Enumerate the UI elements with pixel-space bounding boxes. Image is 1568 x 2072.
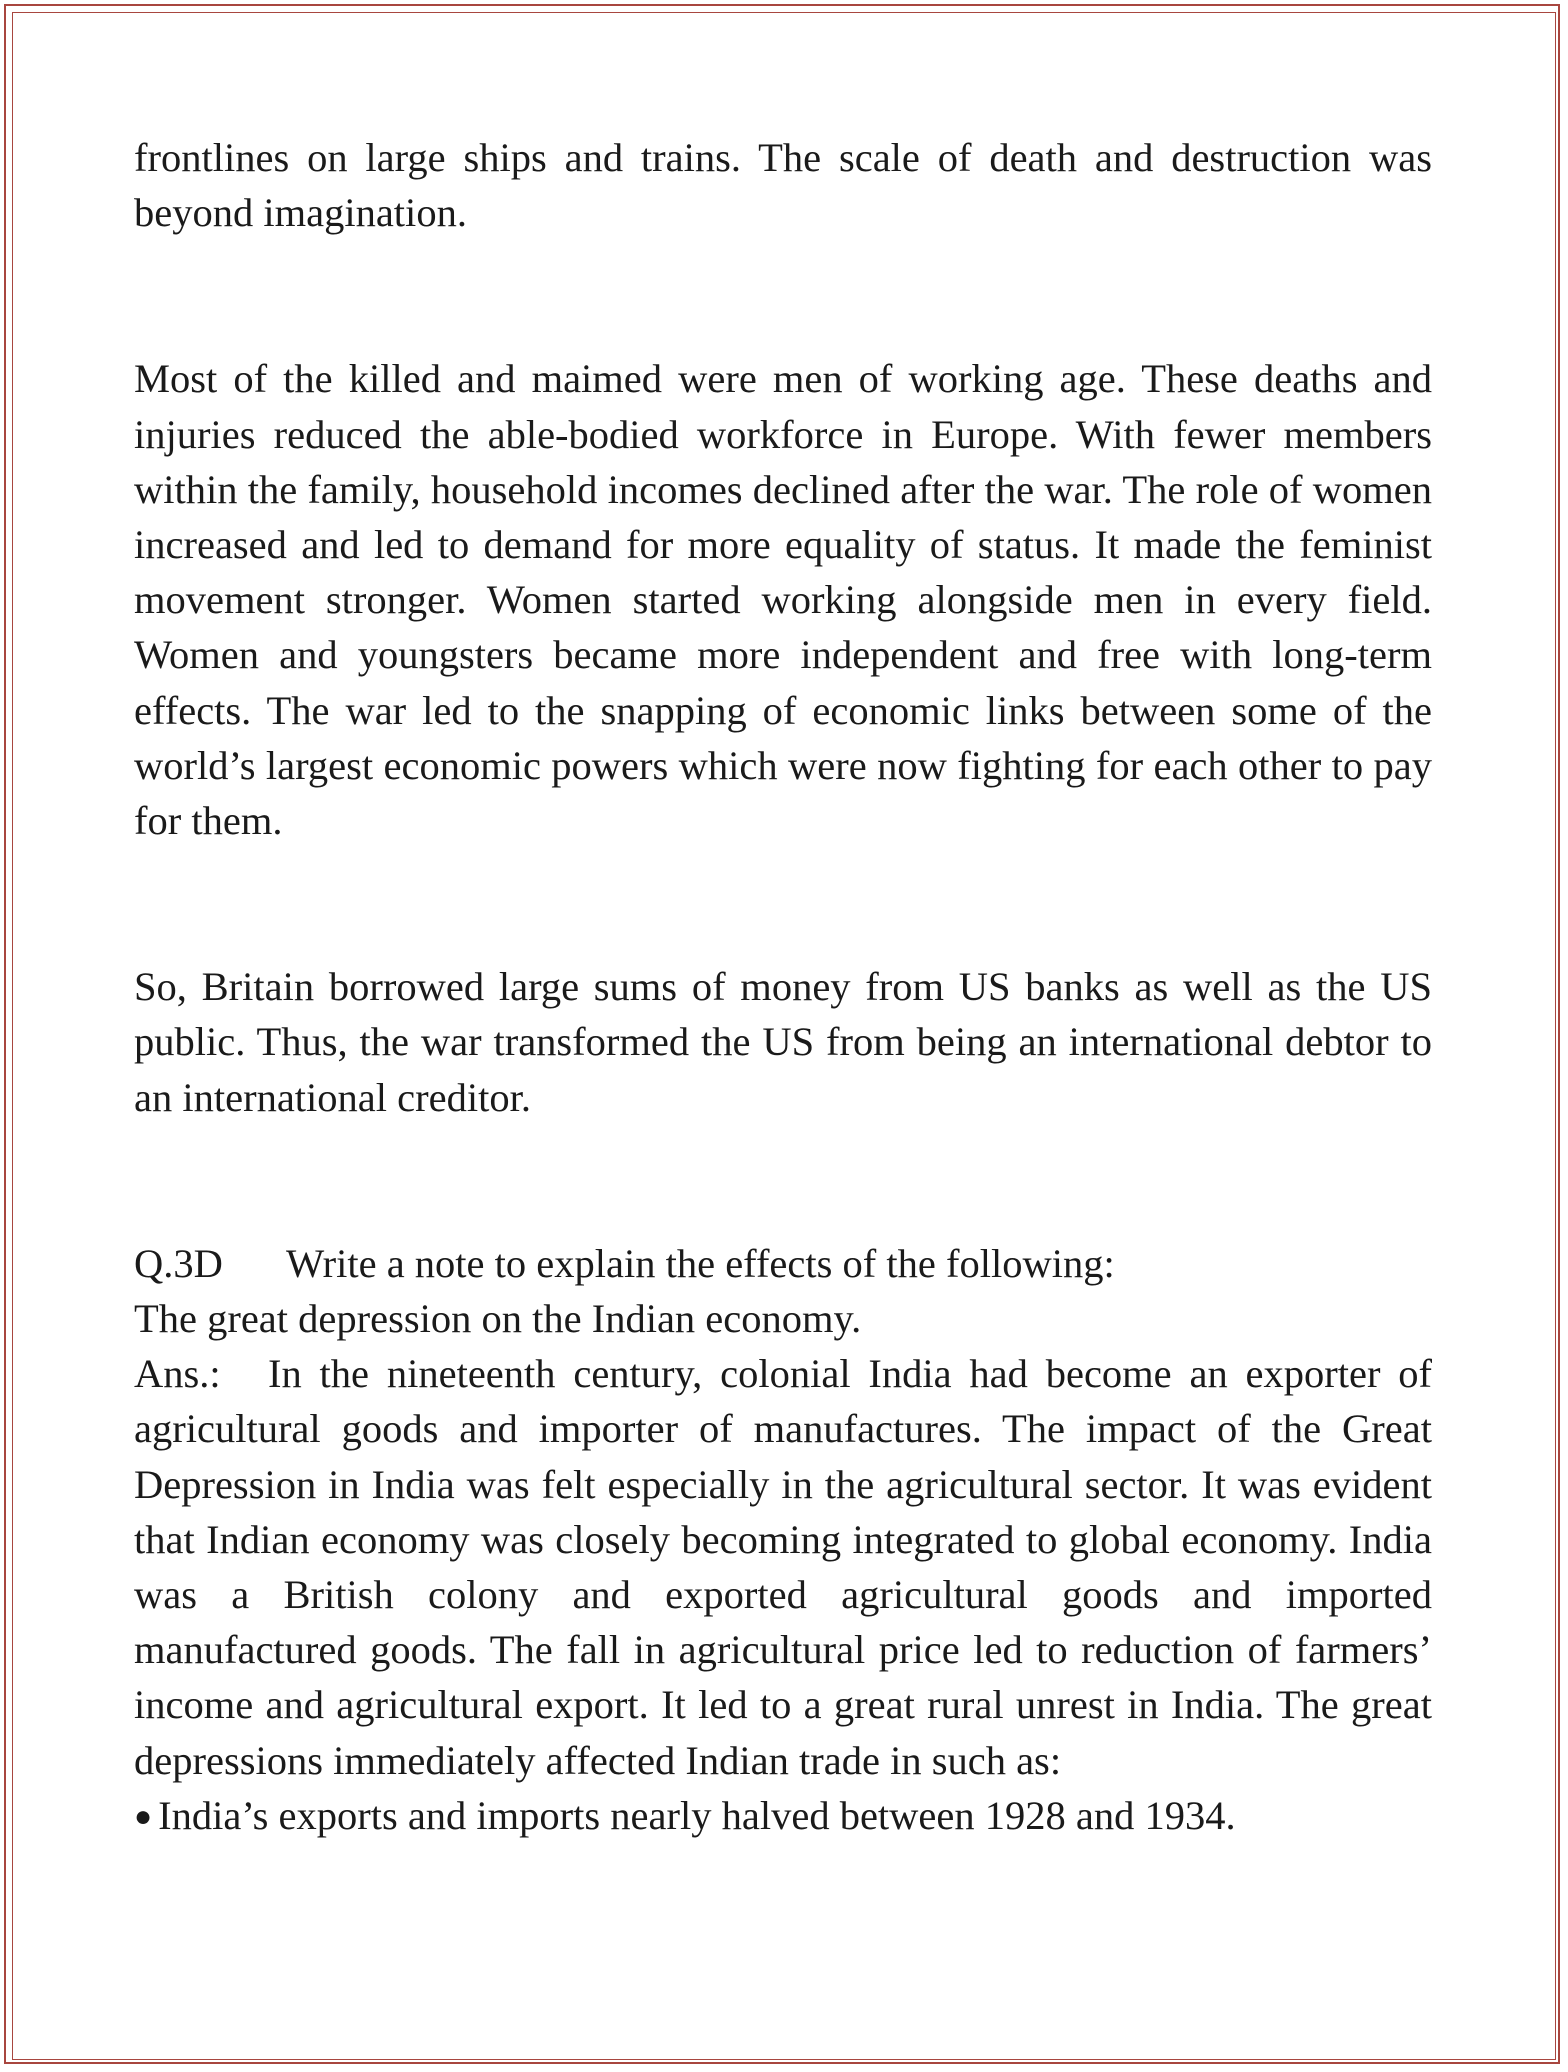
page-content — [134, 130, 1432, 1844]
question-line — [134, 1236, 1432, 1291]
bullet-dot-icon: ● — [134, 1799, 153, 1833]
answer-label: Ans.: — [134, 1351, 221, 1397]
answer-text: In the nineteenth century, colonial India had become an exporter of agricultural goods and importer of manufactures. The impact of the Great Depression in India was felt especially in the agricultural sector. It was evident that Indian economy was closely becoming integrated to global economy. India was a British colony and exported agricultural goods and imported manufactured goods. The fall in agricultural price led to reduction of farmers’ income and agricultural export. It led to a great rural unrest in India. The great depressions immediately affected Indian trade in such as: — [134, 1351, 1432, 1783]
question-label: Q.3D — [134, 1240, 223, 1286]
bullet-item — [134, 1788, 1432, 1844]
paragraph-workforce-effects: Most of the killed and maimed were men of working age. These deaths and injuries reduced the able-bodied workforce in Europe. With fewer members within the family, household incomes declined after the war. The role of women increased and led to demand for more equality of status. It made the feminist movement stronger. Women started working alongside men in every field. Women and youngsters became more independent and free with long-term effects. The war led to the snapping of economic links between some of the world’s largest economic powers which were now fighting for each other to pay for them. — [134, 356, 1432, 844]
bullet-text: India’s exports and imports nearly halved between 1928 and 1934. — [158, 1792, 1236, 1838]
paragraph-war-frontlines: frontlines on large ships and trains. The scale of death and destruction was beyond imagination. — [134, 135, 1432, 236]
question-block — [134, 1236, 1432, 1844]
paragraph-britain-borrowing: So, Britain borrowed large sums of money from US banks as well as the US public. Thus, the war transformed the US from being an international debtor to an international creditor. — [134, 964, 1432, 1120]
question-prompt: Write a note to explain the effects of the following: — [286, 1240, 1115, 1286]
question-subject: The great depression on the Indian economy. — [134, 1296, 862, 1342]
answer-paragraph — [134, 1346, 1432, 1788]
